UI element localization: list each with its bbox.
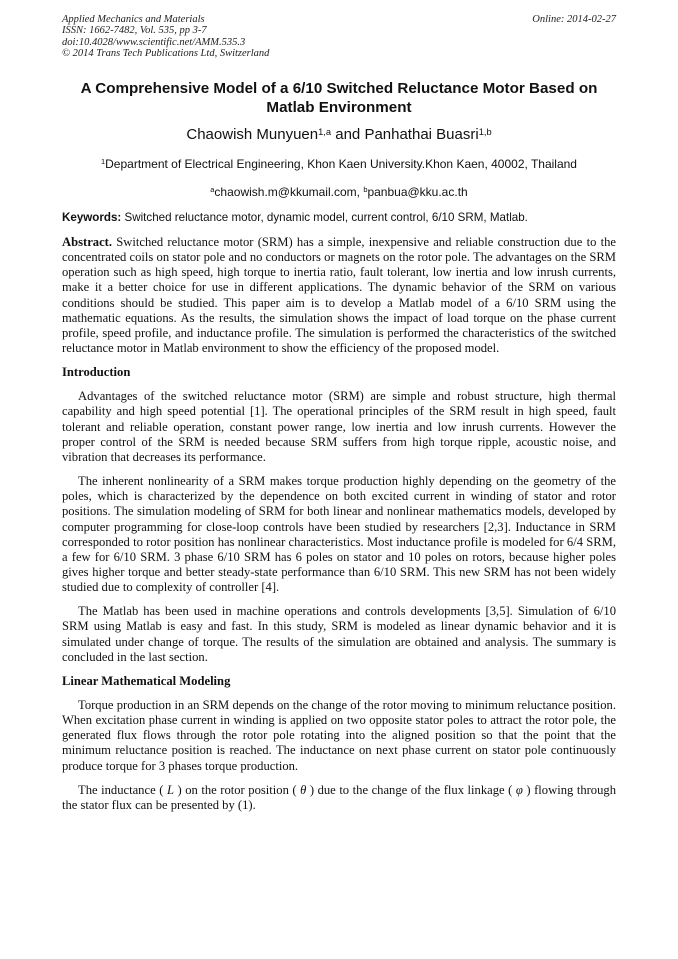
paragraph	[62, 783, 616, 813]
affiliation	[62, 157, 616, 172]
author-name: Panhathai Buasri	[364, 126, 479, 143]
paper-title: A Comprehensive Model of a 6/10 Switched Reluctance Motor Based on Matlab Environment	[80, 80, 598, 116]
abstract	[62, 235, 616, 356]
journal-name: Applied Mechanics and Materials	[62, 14, 205, 25]
keywords-label: Keywords:	[62, 211, 122, 224]
author-conjunction: and	[331, 126, 365, 143]
author-line	[62, 126, 616, 144]
paragraph: The Matlab has been used in machine operations and controls developments [3,5]. Simulation of 6/10 SRM using Matlab is easy and fast. In this study, SRM is modeled as linear dynamic behavior and it is simulated under change of torque. The results of the simulation are obtained and analysis. The summary is concluded in the last section.	[62, 604, 616, 664]
abstract-label: Abstract.	[62, 235, 113, 249]
text-run: The inductance (	[78, 782, 167, 797]
text-run: ) on the rotor position (	[173, 782, 301, 797]
text-run: ) due to the change of the flux linkage (	[306, 782, 516, 797]
author-name: Chaowish Munyuen	[186, 126, 319, 143]
online-date: Online: 2014-02-27	[532, 14, 616, 25]
email-sup: b	[363, 185, 368, 195]
math-symbol: L	[166, 782, 174, 797]
email-separator: ,	[356, 185, 364, 199]
paragraph: Advantages of the switched reluctance motor (SRM) are simple and robust structure, high thermal capability and high speed potential [1]. The operational principles of the SRM result in high speed, fault tolerant and reliable operation, constant power range, low inertia and low inrush currents. However the proper control of the SRM is needed because SRM suffers from high torque ripple, acoustic noise, and vibration that decreases its performance.	[62, 389, 616, 464]
math-symbol: θ	[300, 782, 307, 797]
affiliation-sup: 1	[101, 157, 106, 167]
author-affil-sup: 1,a	[318, 126, 332, 137]
section-heading: Introduction	[62, 365, 131, 380]
keywords	[62, 210, 616, 225]
journal-issn: ISSN: 1662-7482, Vol. 535, pp 3-7	[62, 25, 207, 37]
text-run: ) flowing through the stator flux can be presented by (1).	[62, 782, 616, 812]
math-symbol: φ	[515, 782, 523, 797]
email-line	[62, 185, 616, 200]
abstract-text: Switched reluctance motor (SRM) has a simple, inexpensive and reliable construction due to the concentrated coils on stator pole and no conductors or magnets on the rotor pole. The advantages on the SRM operation such as high speed, high torque to inertia ratio, fault tolerant, low inertia and low inrush currents, make it a better choice for use in different applications. The dynamic behavior of the SRM on various conditions should be studied. This paper aim is to develop a Matlab model of a 6/10 SRM using the mathematic equations. As the results, the simulation shows the impact of load torque on the phase current profile, speed profile, and inductance profile. The simulation is performed the characteristics of the switched reluctance motor in Matlab environment to show the efficiency of the proposed model.	[62, 235, 616, 356]
author-affil-sup: 1,b	[478, 126, 492, 137]
paragraph: The inherent nonlinearity of a SRM makes torque production highly depending on the geometry of the poles, which is characterized by the dependence on both excited current in winding of stator and rotor positions. The simulation modeling of SRM for both linear and nonlinear mathematics models, developed by computer programming for close-loop controls have been studied by researchers [2,3]. Inductance in SRM corresponded to rotor position has nonlinear characteristics. Most inductance profile is modeled for 6/4 SRM, a few for 6/10 SRM. 3 phase 6/10 SRM has 6 poles on stator and 10 poles on rotors, because higher poles gives higher torque and better steady-state performance than 6/10 SRM. This new SRM has not been widely studied due to complexity of controller [4].	[62, 474, 616, 595]
journal-doi[interactable]: doi:10.4028/www.scientific.net/AMM.535.3	[62, 36, 246, 48]
email-sup: a	[210, 185, 215, 195]
section-heading: Linear Mathematical Modeling	[62, 673, 231, 688]
affiliation-text: Department of Electrical Engineering, Khon Kaen University.Khon Kaen, 40002, Thailand	[105, 157, 577, 171]
email-link[interactable]: chaowish.m@kkumail.com	[214, 185, 357, 199]
email-link[interactable]: panbua@kku.ac.th	[367, 185, 468, 199]
journal-header	[62, 14, 616, 60]
paragraph: Torque production in an SRM depends on the change of the rotor moving to minimum reluctance position. When excitation phase current in winding is applied on two opposite stator poles to attract the rotor pole, the generated flux flows through the rotor pole rotating into the aligned position so that the point that the minimum reluctance position is reached. The inductance on next phase current on stator pole continuously produce torque for 3 phases torque production.	[62, 697, 616, 773]
paper-body	[62, 235, 616, 813]
keywords-text: Switched reluctance motor, dynamic model, current control, 6/10 SRM, Matlab.	[121, 211, 528, 224]
journal-copyright: © 2014 Trans Tech Publications Ltd, Switzerland	[62, 48, 270, 60]
